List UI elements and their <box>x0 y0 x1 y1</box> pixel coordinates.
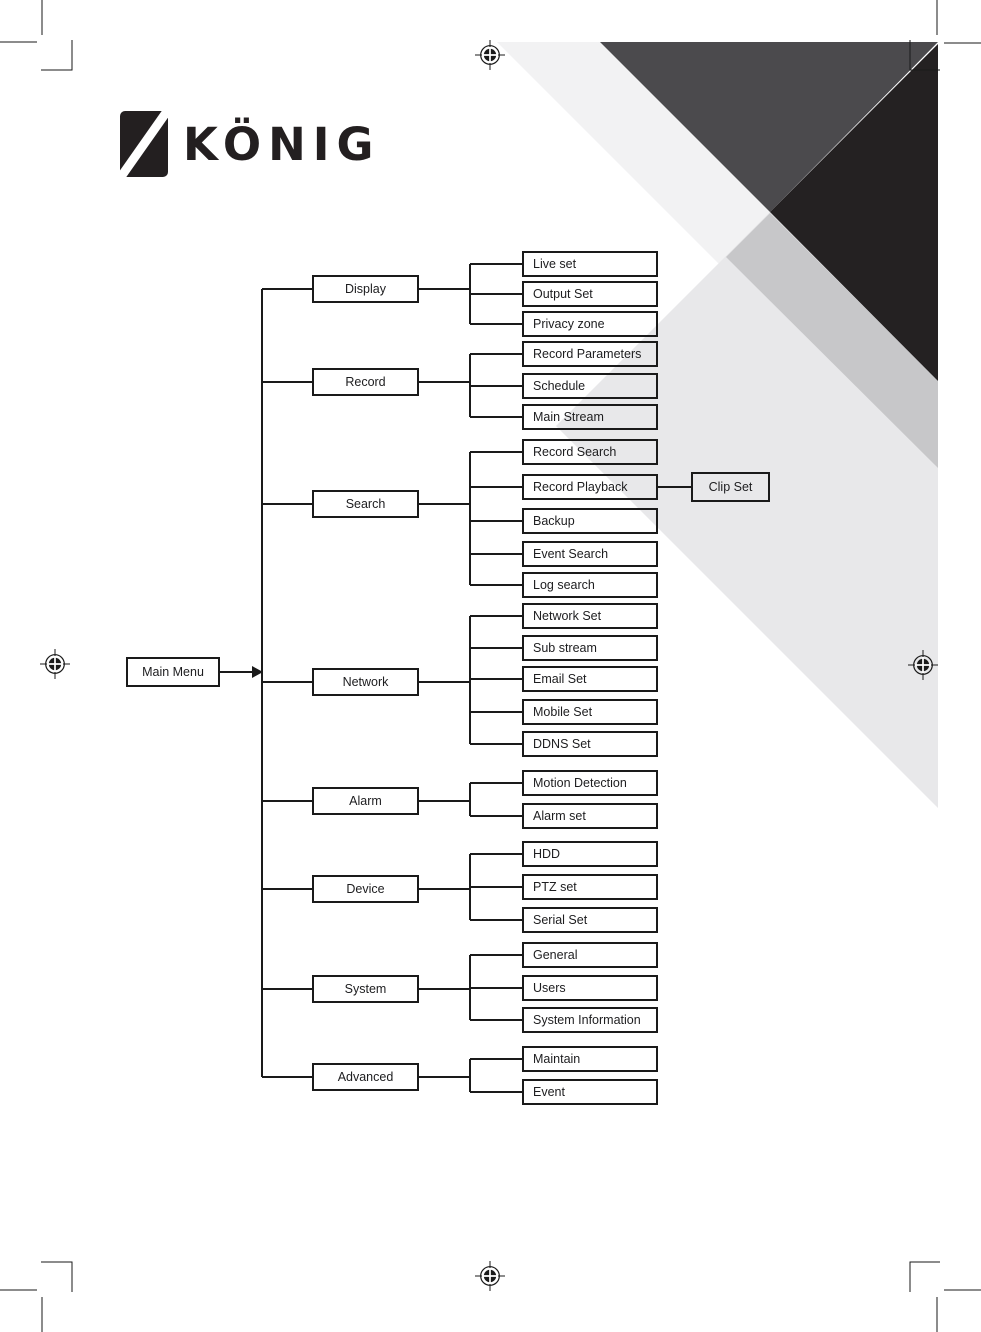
node-record-playback: Record Playback <box>522 474 658 500</box>
node-backup: Backup <box>522 508 658 534</box>
node-network: Network <box>312 668 419 696</box>
node-event-search: Event Search <box>522 541 658 567</box>
node-system-information: System Information <box>522 1007 658 1033</box>
node-advanced: Advanced <box>312 1063 419 1091</box>
node-alarm-set: Alarm set <box>522 803 658 829</box>
node-clip-set: Clip Set <box>691 472 770 502</box>
node-system: System <box>312 975 419 1003</box>
node-log-search: Log search <box>522 572 658 598</box>
node-main-menu: Main Menu <box>126 657 220 687</box>
node-alarm: Alarm <box>312 787 419 815</box>
node-record: Record <box>312 368 419 396</box>
node-display: Display <box>312 275 419 303</box>
node-output-set: Output Set <box>522 281 658 307</box>
node-network-set: Network Set <box>522 603 658 629</box>
node-serial-set: Serial Set <box>522 907 658 933</box>
node-hdd: HDD <box>522 841 658 867</box>
node-general: General <box>522 942 658 968</box>
node-maintain: Maintain <box>522 1046 658 1072</box>
node-schedule: Schedule <box>522 373 658 399</box>
node-search: Search <box>312 490 419 518</box>
logo-wordmark: KÖNIG <box>183 117 381 171</box>
node-motion-detection: Motion Detection <box>522 770 658 796</box>
node-ddns-set: DDNS Set <box>522 731 658 757</box>
node-email-set: Email Set <box>522 666 658 692</box>
node-record-parameters: Record Parameters <box>522 341 658 367</box>
node-sub-stream: Sub stream <box>522 635 658 661</box>
node-main-stream: Main Stream <box>522 404 658 430</box>
node-record-search: Record Search <box>522 439 658 465</box>
node-ptz-set: PTZ set <box>522 874 658 900</box>
node-device: Device <box>312 875 419 903</box>
node-users: Users <box>522 975 658 1001</box>
node-event: Event <box>522 1079 658 1105</box>
node-mobile-set: Mobile Set <box>522 699 658 725</box>
node-live-set: Live set <box>522 251 658 277</box>
node-privacy-zone: Privacy zone <box>522 311 658 337</box>
